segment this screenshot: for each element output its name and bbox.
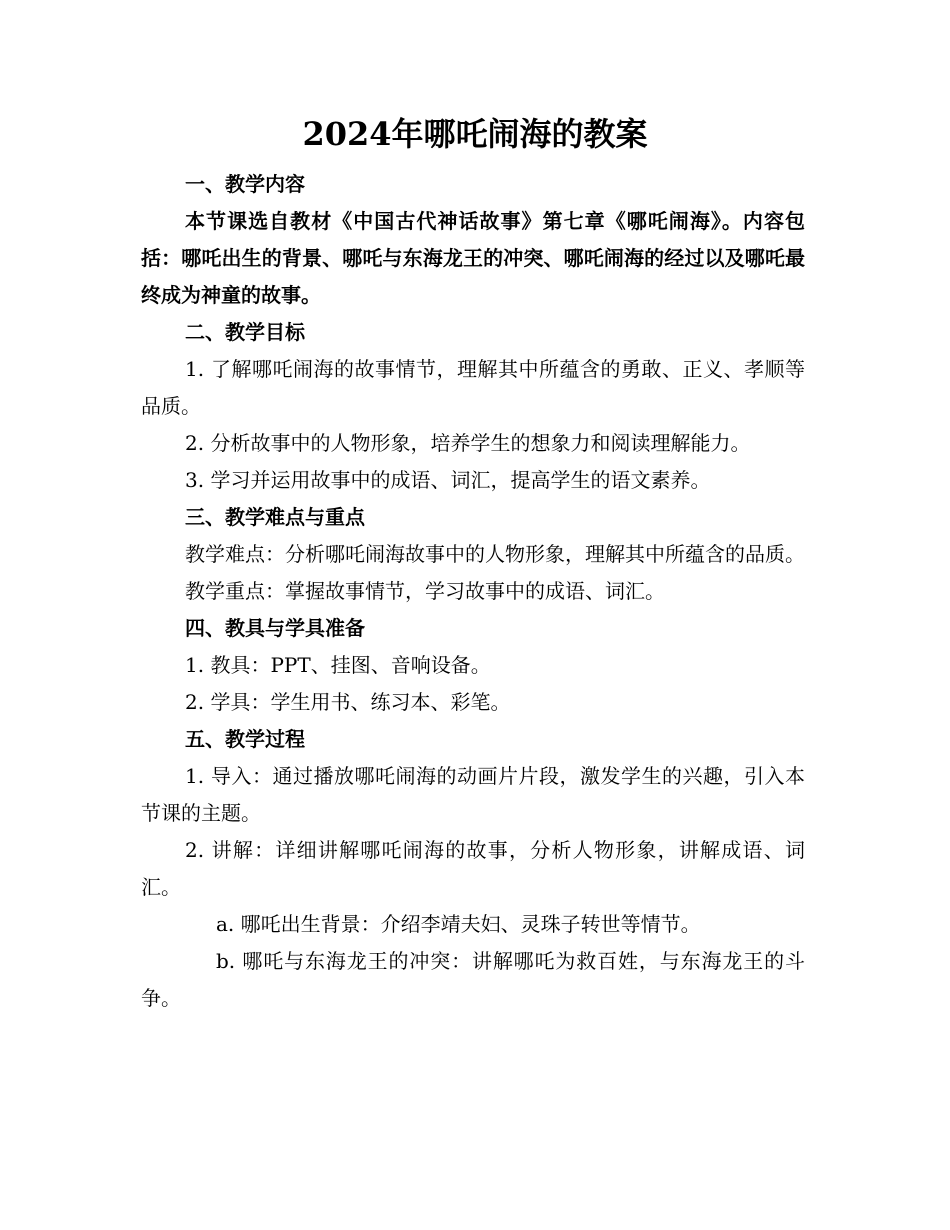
list-item: 1. 教具：PPT、挂图、音响设备。 [185,653,491,677]
list-item: 3. 学习并运用故事中的成语、词汇，提高学生的语文素养。 [185,468,711,492]
list-item: 2. 分析故事中的人物形象，培养学生的想象力和阅读理解能力。 [185,431,751,455]
list-item: 2. 学具：学生用书、练习本、彩笔。 [185,690,511,714]
sub-list-item: a. 哪吒出生背景：介绍李靖夫妇、灵珠子转世等情节。 [216,912,701,936]
document-title: 2024年哪吒闹海的教案 [302,115,648,153]
document-body [141,166,805,1017]
list-item: 1. 了解哪吒闹海的故事情节，理解其中所蕴含的勇敢、正义、孝顺等品质。 [141,357,805,418]
section-heading: 三、教学难点与重点 [185,505,365,529]
section-heading: 一、教学内容 [185,172,305,196]
section-paragraph: 本节课选自教材《中国古代神话故事》第七章《哪吒闹海》。内容包括：哪吒出生的背景、哪吒与东海龙王的冲突、哪吒闹海的经过以及哪吒最终成为神童的故事。 [141,209,805,307]
section-heading: 五、教学过程 [185,727,305,751]
section-heading: 四、教具与学具准备 [185,616,365,640]
section-paragraph: 教学难点：分析哪吒闹海故事中的人物形象，理解其中所蕴含的品质。 [185,542,805,566]
section-heading: 二、教学目标 [185,320,305,344]
list-item: 1. 导入：通过播放哪吒闹海的动画片片段，激发学生的兴趣，引入本节课的主题。 [141,764,805,825]
list-item: 2. 讲解：详细讲解哪吒闹海的故事，分析人物形象，讲解成语、词汇。 [141,838,805,899]
section-paragraph: 教学重点：掌握故事情节，学习故事中的成语、词汇。 [185,579,665,603]
sub-list-item: b. 哪吒与东海龙王的冲突：讲解哪吒为救百姓，与东海龙王的斗争。 [141,949,805,1010]
